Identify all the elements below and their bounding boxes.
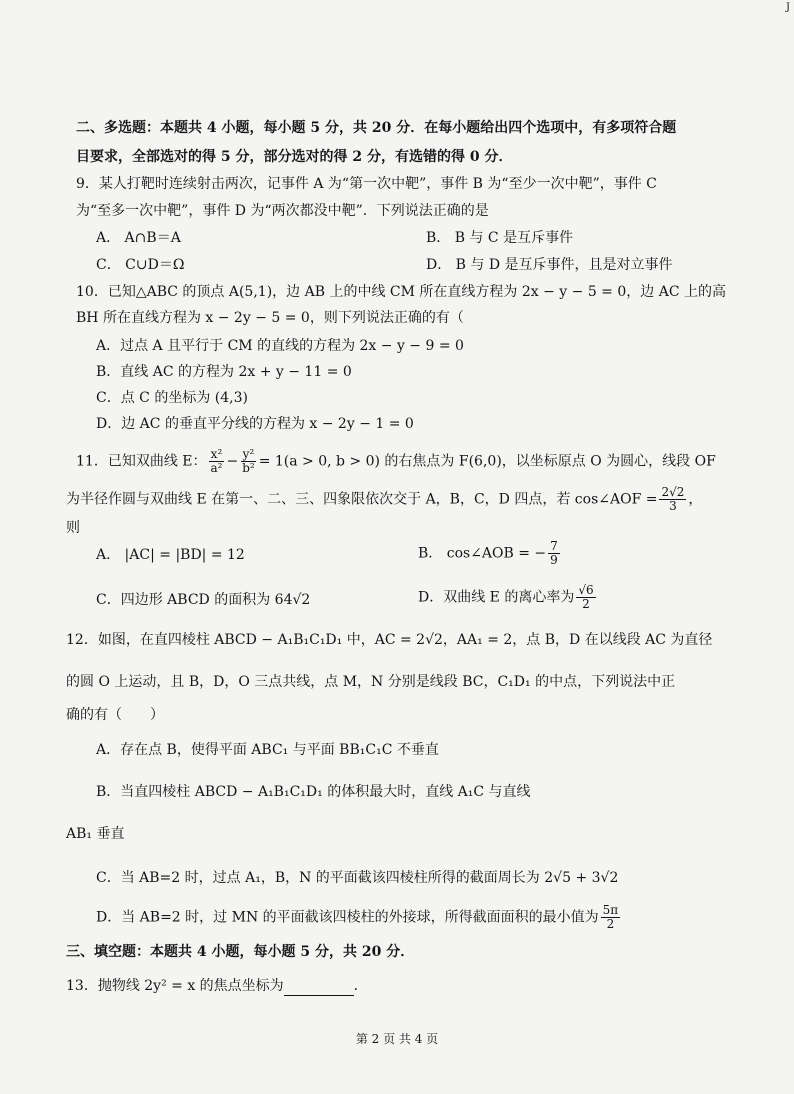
q12-option-d-fraction — [601, 904, 621, 931]
corner-mark: J — [786, 2, 791, 13]
q11-option-b-prefix: B． cos∠AOB = − — [418, 545, 547, 562]
q11-option-a: A． |AC| = |BD| = 12 — [96, 547, 245, 563]
q11-option-b — [418, 540, 562, 567]
page-footer: 第 2 页 共 4 页 — [355, 1032, 439, 1046]
q12-stem-line3: 确的有（ ） — [66, 707, 164, 723]
q9-stem-line1: 9．某人打靶时连续射击两次，记事件 A 为“第一次中靶”，事件 B 为“至少一次中靶”，事件 C — [76, 176, 657, 192]
q9-stem-line2: 为“至多一次中靶”，事件 D 为“两次都没中靶”．下列说法正确的是 — [76, 203, 489, 219]
q11-cos-num: 2√2 — [661, 485, 685, 499]
q11-b-num: 7 — [550, 539, 558, 553]
q11-stem-line2 — [66, 486, 702, 513]
q11-fraction-y — [240, 448, 257, 475]
q9-option-a: A． A∩B＝A — [96, 230, 181, 246]
q12-option-d-prefix: D．当 AB=2 时，过 MN 的平面截该四棱柱的外接球，所得截面面积的最小值为 — [96, 909, 599, 926]
q10-option-a: A．过点 A 且平行于 CM 的直线的方程为 2x − y − 9 = 0 — [96, 338, 464, 354]
q9-option-c: C． C∪D＝Ω — [96, 257, 185, 273]
q11-stem-line1 — [76, 448, 716, 475]
q11-option-b-fraction — [548, 540, 560, 567]
q11-line2-suffix: ， — [688, 491, 703, 508]
q11-d-den: 2 — [582, 597, 590, 611]
q12-option-b-line2: AB₁ 垂直 — [66, 826, 125, 842]
q11-cos-den: 3 — [669, 499, 677, 513]
q11-frac1-den: a² — [210, 461, 223, 475]
q13-prefix: 13．抛物线 2y² = x 的焦点坐标为 — [66, 978, 284, 994]
q12-option-a: A．存在点 B，使得平面 ABC₁ 与平面 BB₁C₁C 不垂直 — [96, 742, 439, 758]
q11-minus: − — [226, 453, 239, 470]
q9-option-b: B． B 与 C 是互斥事件 — [426, 230, 574, 246]
q11-after-eq: = 1(a > 0, b > 0) 的右焦点为 F(6,0)，以坐标原点 O 为圆心，线段 OF — [258, 453, 716, 470]
q12-stem-line1: 12．如图，在直四棱柱 ABCD − A₁B₁C₁D₁ 中，AC = 2√2，AA₁ = 2，点 B，D 在以线段 AC 为直径 — [66, 632, 713, 648]
q11-frac2-num: y² — [242, 447, 255, 461]
q10-option-d: D．边 AC 的垂直平分线的方程为 x − 2y − 1 = 0 — [96, 416, 414, 432]
q13-answer-blank[interactable] — [284, 981, 354, 996]
q11-option-c: C．四边形 ABCD 的面积为 64√2 — [96, 592, 311, 608]
q11-option-d — [418, 584, 598, 611]
q11-line2-prefix: 为半径作圆与双曲线 E 在第一、二、三、四象限依次交于 A，B，C，D 四点，若 cos∠AOF = — [66, 491, 658, 508]
q11-stem-line3: 则 — [66, 520, 80, 536]
q11-prefix: 11．已知双曲线 E： — [76, 453, 207, 470]
q12-option-d — [96, 904, 622, 931]
section-2-header-line1: 二、多选题：本题共 4 小题，每小题 5 分，共 20 分．在每小题给出四个选项中，有多项符合题 — [76, 120, 677, 136]
q12-option-c: C．当 AB=2 时，过点 A₁，B，N 的平面截该四棱柱所得的截面周长为 2√5 + 3√2 — [96, 870, 619, 886]
q11-frac1-num: x² — [210, 447, 223, 461]
section-2-header-line2: 目要求，全部选对的得 5 分，部分选对的得 2 分，有选错的得 0 分． — [76, 149, 513, 165]
q13-suffix: ． — [353, 978, 368, 994]
q11-frac2-den: b² — [242, 461, 255, 475]
q11-fraction-x — [208, 448, 224, 475]
q11-option-d-fraction — [576, 584, 595, 611]
q10-stem-line2: BH 所在直线方程为 x − 2y − 5 = 0，则下列说法正确的有（ — [76, 310, 464, 326]
q12-option-b-line1: B．当直四棱柱 ABCD − A₁B₁C₁D₁ 的体积最大时，直线 A₁C 与直线 — [96, 784, 531, 800]
q12-d-num: 5π — [602, 903, 619, 917]
q10-option-c: C．点 C 的坐标为 (4,3) — [96, 390, 248, 406]
q11-option-d-prefix: D．双曲线 E 的离心率为 — [418, 589, 575, 606]
q12-d-den: 2 — [606, 917, 615, 931]
q11-d-num: √6 — [578, 583, 594, 597]
q11-b-den: 9 — [550, 553, 558, 567]
q10-stem-line1: 10．已知△ABC 的顶点 A(5,1)，边 AB 上的中线 CM 所在直线方程为 2x − y − 5 = 0，边 AC 上的高 — [76, 284, 726, 300]
q10-option-b: B．直线 AC 的方程为 2x + y − 11 = 0 — [96, 364, 352, 380]
section-3-header: 三、填空题：本题共 4 小题，每小题 5 分，共 20 分． — [66, 944, 415, 960]
q11-cos-fraction — [659, 486, 686, 513]
q13-stem — [66, 976, 368, 996]
q12-stem-line2: 的圆 O 上运动，且 B，D，O 三点共线，点 M，N 分别是线段 BC，C₁D₁ 的中点，下列说法中正 — [66, 674, 676, 690]
q9-option-d: D． B 与 D 是互斥事件，且是对立事件 — [426, 257, 673, 273]
